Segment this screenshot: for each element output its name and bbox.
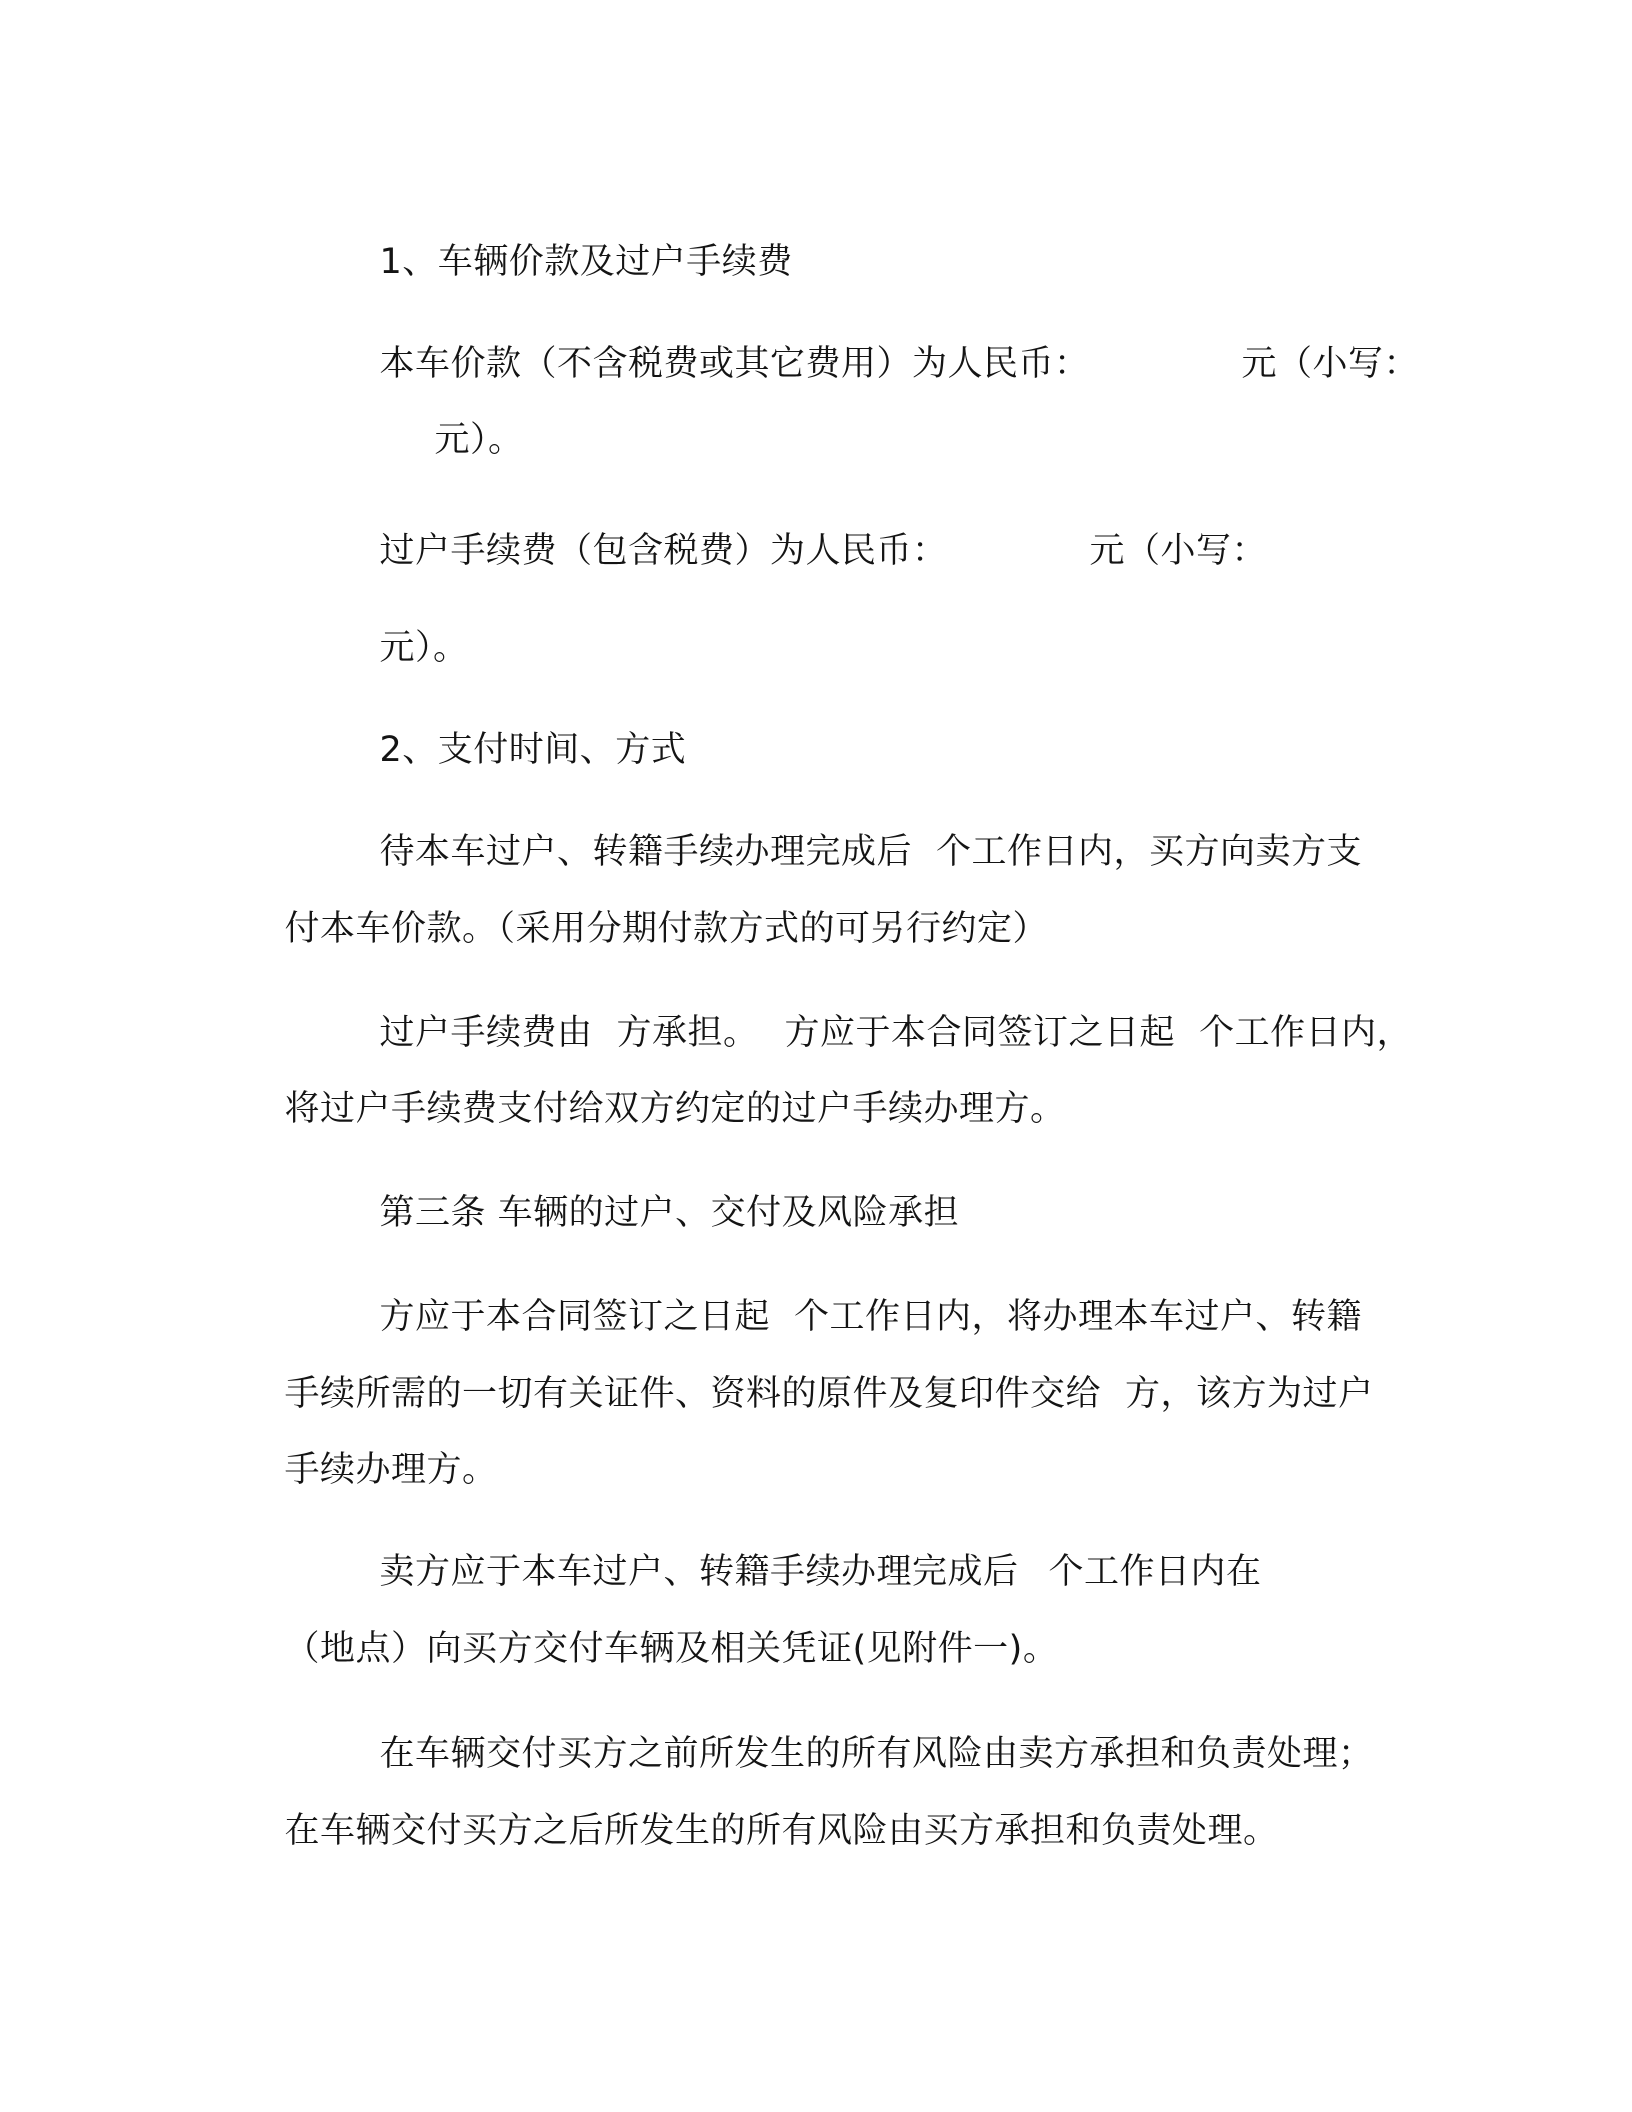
text: 个工作日内在 <box>1048 1552 1262 1592</box>
text: 元）。 <box>434 420 524 460</box>
text: 元（小写： <box>1089 531 1268 571</box>
paragraph-risk-after <box>238 1765 1279 1897</box>
text: 方，该方为过户 <box>1125 1374 1374 1414</box>
text: 将过户手续费支付给双方约定的过户手续办理方。 <box>284 1089 1066 1129</box>
text: 方应于本合同签订之日起 <box>784 1013 1176 1053</box>
text: 过户手续费由 <box>379 1013 593 1053</box>
text: 手续办理方。 <box>284 1450 498 1490</box>
text: 待本车过户、转籍手续办理完成后 <box>379 832 913 872</box>
text: 1、车辆价款及过户手续费 <box>379 242 793 282</box>
text: 在车辆交付买方之后所发生的所有风险由买方承担和负责处理。 <box>284 1811 1279 1851</box>
text: 第三条 车辆的过户、交付及风险承担 <box>379 1193 960 1233</box>
text: 元（小写： <box>1241 344 1420 384</box>
text: 个工作日内， <box>1199 1013 1413 1053</box>
text: 本车价款（不含税费或其它费用）为人民币： <box>379 344 1090 384</box>
text: 方应于本合同签订之日起 <box>379 1297 771 1337</box>
text: 元）。 <box>379 628 469 668</box>
text: 付本车价款。（采用分期付款方式的可另行约定） <box>284 909 1049 949</box>
text: （地点）向买方交付车辆及相关凭证(见附件一)。 <box>284 1629 1059 1669</box>
text: 个工作日内，将办理本车过户、转籍 <box>794 1297 1363 1337</box>
text: 过户手续费（包含税费）为人民币： <box>379 531 948 571</box>
text: 个工作日内，买方向卖方支 <box>936 832 1363 872</box>
text: 2、支付时间、方式 <box>379 730 687 770</box>
text: 方承担。 <box>616 1013 759 1053</box>
text: 卖方应于本车过户、转籍手续办理完成后 <box>379 1552 1019 1592</box>
text: 手续所需的一切有关证件、资料的原件及复印件交给 <box>284 1374 1102 1414</box>
paragraph-transfer-fee <box>333 485 1267 617</box>
text: 在车辆交付买方之前所发生的所有风险由卖方承担和负责处理； <box>379 1734 1374 1774</box>
